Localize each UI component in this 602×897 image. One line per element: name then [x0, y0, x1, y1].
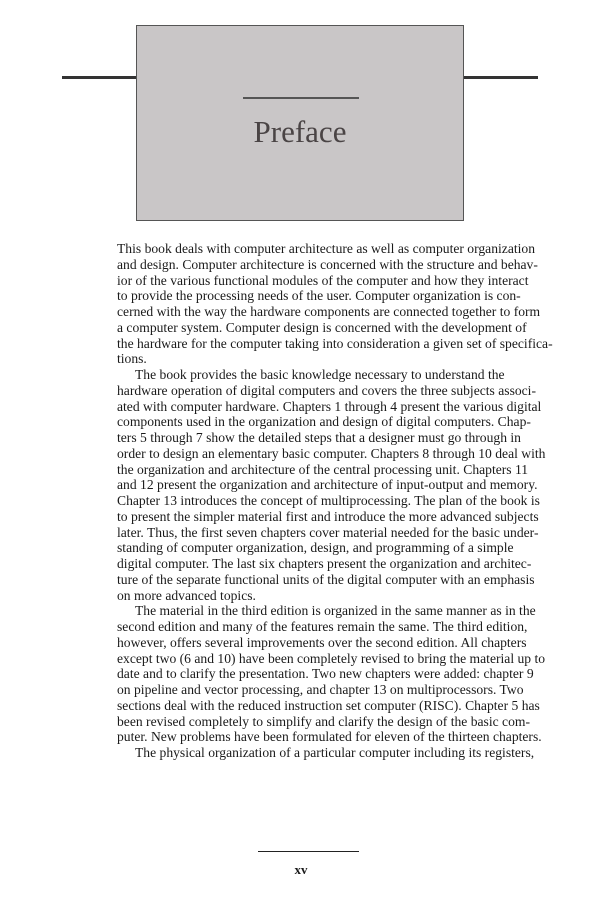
- text-line: sections deal with the reduced instruction set computer (RISC). Chapter 5 has: [117, 697, 540, 713]
- text-line: ated with computer hardware. Chapters 1 through 4 present the various digital: [117, 398, 542, 414]
- paragraph: [117, 241, 553, 367]
- text-line: and 12 present the organization and architecture of input-output and memory.: [117, 477, 538, 493]
- text-line: to provide the processing needs of the user. Computer organization is con-: [117, 288, 521, 304]
- paragraph: [117, 603, 546, 745]
- text-line: ters 5 through 7 show the detailed steps that a designer must go through in: [117, 430, 521, 445]
- text-line: a computer system. Computer design is concerned with the development of: [117, 319, 527, 335]
- chapter-title-box: [136, 25, 464, 221]
- text-line: hardware operation of digital computers and covers the three subjects associ-: [117, 382, 536, 398]
- text-line: The physical organization of a particular computer including its registers,: [135, 745, 535, 760]
- text-line: Chapter 13 introduces the concept of multiprocessing. The plan of the book is: [117, 493, 540, 508]
- text-line: The material in the third edition is organized in the same manner as in the: [135, 603, 536, 619]
- text-line: on pipeline and vector processing, and chapter 13 on multiprocessors. Two: [117, 682, 524, 697]
- text-line: tions.: [117, 351, 147, 367]
- page-title: Preface: [253, 114, 347, 149]
- text-line: date and to clarify the presentation. Two new chapters were added: chapter 9: [117, 666, 534, 682]
- paragraph: [117, 367, 546, 603]
- text-line: second edition and many of the features remain the same. The third edition,: [117, 619, 528, 634]
- text-line: the organization and architecture of the central processing unit. Chapters 11: [117, 461, 529, 477]
- text-line: ture of the separate functional units of the digital computer with an emphasis: [117, 571, 535, 587]
- text-line: on more advanced topics.: [117, 587, 256, 603]
- body-text: [117, 241, 553, 761]
- text-line: except two (6 and 10) have been completely revised to bring the material up to: [117, 650, 546, 666]
- text-line: order to design an elementary basic computer. Chapters 8 through 10 deal with: [117, 445, 546, 461]
- text-line: standing of computer organization, design, and programming of a simple: [117, 540, 514, 556]
- title-rule: [243, 97, 359, 99]
- text-line: been revised completely to simplify and clarify the design of the basic com-: [117, 713, 530, 729]
- text-line: ior of the various functional modules of the computer and how they interact: [117, 272, 529, 288]
- paragraph: [117, 745, 535, 761]
- text-line: the hardware for the computer taking into consideration a given set of specifica-: [117, 335, 553, 351]
- text-line: however, offers several improvements over the second edition. All chapters: [117, 634, 527, 650]
- text-line: components used in the organization and design of digital computers. Chap-: [117, 414, 531, 430]
- text-line: and design. Computer architecture is concerned with the structure and behav-: [117, 256, 538, 272]
- text-line: digital computer. The last six chapters present the organization and architec-: [117, 556, 532, 571]
- text-line: cerned with the way the hardware components are connected together to form: [117, 304, 541, 319]
- footer-rule: [258, 851, 359, 852]
- text-line: to present the simpler material first and introduce the more advanced subjects: [117, 508, 539, 524]
- page-number: xv: [294, 862, 308, 877]
- text-line: The book provides the basic knowledge necessary to understand the: [135, 367, 505, 382]
- text-line: This book deals with computer architecture as well as computer organization: [117, 241, 536, 256]
- text-line: puter. New problems have been formulated for eleven of the thirteen chapters.: [117, 729, 542, 745]
- text-line: later. Thus, the first seven chapters cover material needed for the basic under-: [117, 524, 539, 540]
